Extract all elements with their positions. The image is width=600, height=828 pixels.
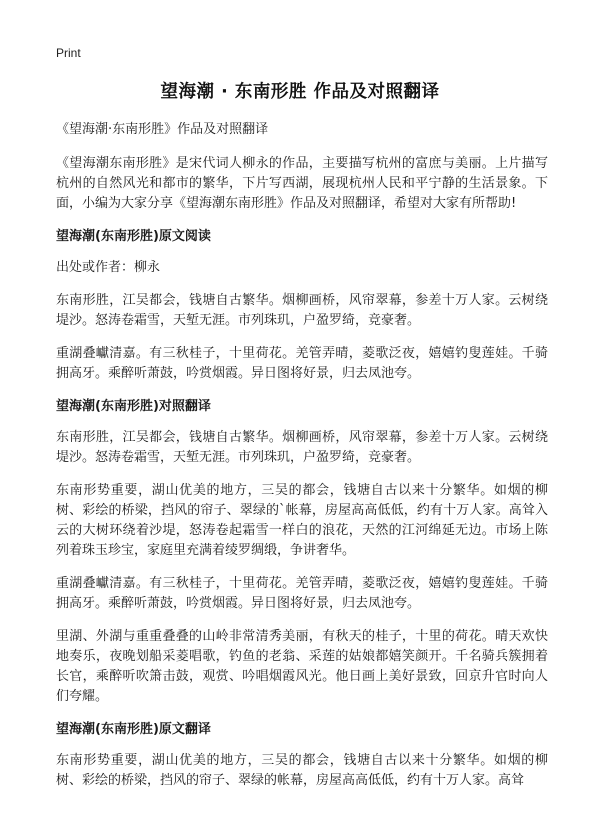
section-heading-original: 望海潮(东南形胜)原文阅读	[56, 229, 211, 244]
comparison-stanza-2: 重湖叠巘清嘉。有三秋桂子，十里荷花。羌管弄晴，菱歌泛夜，嬉嬉钓叟莲娃。千骑拥高牙。乘醉听萧鼓，吟赏烟霞。异日图将好景，归去凤池夸。	[56, 576, 548, 611]
comparison-stanza-1: 东南形胜，江吴都会，钱塘自古繁华。烟柳画桥，风帘翠幕，参差十万人家。云树绕堤沙。怒涛卷霜雪，天堑无涯。市列珠玑，户盈罗绮，竞豪奢。	[56, 430, 548, 465]
article-body	[56, 120, 548, 804]
poem-stanza-1: 东南形胜，江吴都会，钱塘自古繁华。烟柳画桥，风帘翠幕，参差十万人家。云树绕堤沙。怒涛卷霜雪，天堑无涯。市列珠玑，户盈罗绮，竞豪奢。	[56, 293, 548, 328]
page-title: 望海潮 · 东南形胜 作品及对照翻译	[160, 82, 440, 102]
translation-paragraph: 东南形势重要，湖山优美的地方，三吴的都会，钱塘自古以来十分繁华。如烟的柳树、彩绘的桥梁，挡风的帘子、翠绿的帐幕，房屋高高低低，约有十万人家。高耸	[56, 753, 548, 788]
author-line: 出处或作者：柳永	[56, 260, 161, 275]
intro-paragraph: 《望海潮东南形胜》是宋代词人柳永的作品，主要描写杭州的富庶与美丽。上片描写杭州的自然风光和都市的繁华，下片写西湖，展现杭州人民和平宁静的生活景象。下面，小编为大家分享《望海潮东南形胜》作品及对照翻译，希望对大家有所帮助!	[56, 156, 548, 211]
poem-stanza-2: 重湖叠巘清嘉。有三秋桂子，十里荷花。羌管弄晴，菱歌泛夜，嬉嬉钓叟莲娃。千骑拥高牙。乘醉听萧鼓，吟赏烟霞。异日图将好景，归去凤池夸。	[56, 346, 548, 381]
comparison-translation-2: 里湖、外湖与重重叠叠的山岭非常清秀美丽，有秋天的桂子，十里的荷花。晴天欢快地奏乐，夜晚划船采菱唱歌，钓鱼的老翁、采莲的姑娘都嬉笑颜开。千名骑兵簇拥着长官，乘醉听吹箫击鼓，观赏、吟唱烟霞风光。他日画上美好景致，回京升官时向人们夸耀。	[56, 629, 548, 704]
article-subtitle: 《望海潮·东南形胜》作品及对照翻译	[56, 122, 269, 137]
print-link[interactable]: Print	[56, 46, 81, 60]
section-heading-comparison: 望海潮(东南形胜)对照翻译	[56, 399, 211, 414]
section-heading-translation: 望海潮(东南形胜)原文翻译	[56, 722, 211, 737]
comparison-translation-1: 东南形势重要，湖山优美的地方，三吴的都会，钱塘自古以来十分繁华。如烟的柳树、彩绘的桥梁，挡风的帘子、翠绿的`帐幕，房屋高高低低，约有十万人家。高耸入云的大树环绕着沙堤，怒涛卷起霜雪一样白的浪花，天然的江河绵延无边。市场上陈列着珠玉珍宝，家庭里充满着绫罗绸缎，争讲奢华。	[56, 483, 548, 558]
